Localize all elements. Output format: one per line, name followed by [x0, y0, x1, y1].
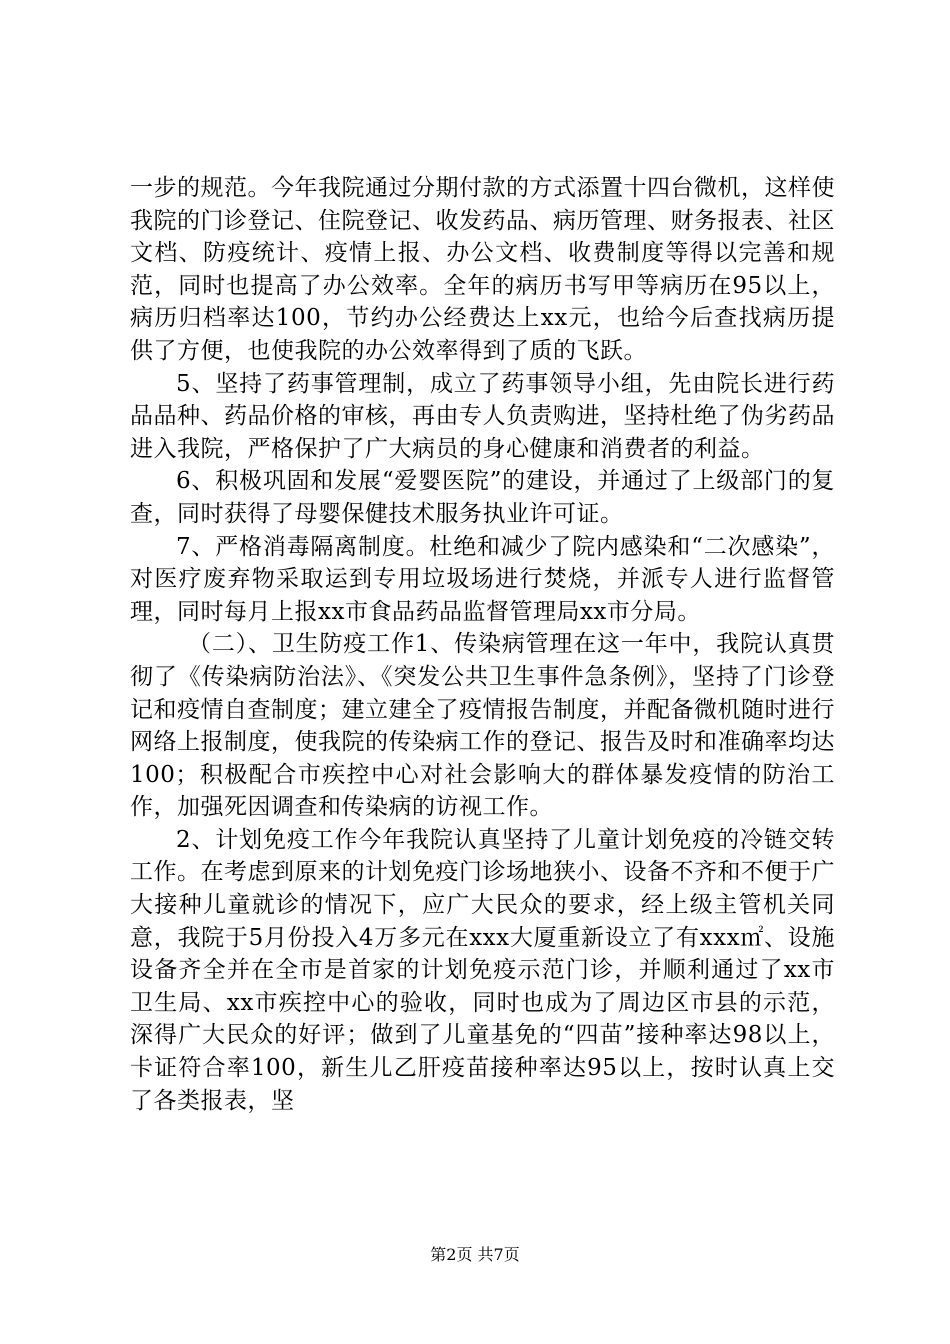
- paragraph-section-2: （二）、卫生防疫工作1、传染病管理在这一年中，我院认真贯彻了《传染病防治法》、《突发公共卫生事件急条例》，坚持了门诊登记和疫情自查制度；建立建全了疫情报告制度，并配备微机随时进行网络上报制度，使我院的传染病工作的登记、报告及时和准确率均达100；积极配合市疾控中心对社会影响大的群体暴发疫情的防治工作，加强死因调查和传染病的访视工作。: [130, 631, 835, 821]
- paragraph-item-6: 6、积极巩固和发展“爱婴医院”的建设，并通过了上级部门的复查，同时获得了母婴保健技术服务执业许可证。: [130, 468, 835, 527]
- paragraph-immunization: 2、计划免疫工作今年我院认真坚持了儿童计划免疫的冷链交转工作。在考虑到原来的计划免疫门诊场地狭小、设备不齐和不便于广大接种儿童就诊的情况下，应广大民众的要求，经上级主管机关同意，我院于5月份投入4万多元在xxx大厦重新设立了有xxx㎡、设施设备齐全并在全市是首家的计划免疫示范门诊，并顺利通过了xx市卫生局、xx市疾控中心的验收，同时也成为了周边区市县的示范，深得广大民众的好评；做到了儿童基免的“四苗”接种率达98以上，卡证符合率100，新生儿乙肝疫苗接种率达95以上，按时认真上交了各类报表，坚: [130, 826, 835, 1114]
- page-footer: 第2页 共7页: [430, 1245, 520, 1264]
- document-body: [130, 172, 835, 1117]
- paragraph-item-5: 5、坚持了药事管理制，成立了药事领导小组，先由院长进行药品品种、药品价格的审核，再由专人负责购进，坚持杜绝了伪劣药品进入我院，严格保护了广大病员的身心健康和消费者的利益。: [130, 370, 835, 462]
- paragraph-item-7: 7、严格消毒隔离制度。杜绝和减少了院内感染和“二次感染”，对医疗废弃物采取运到专用垃圾场进行焚烧，并派专人进行监督管理，同时每月上报xx市食品药品监督管理局xx市分局。: [130, 533, 835, 625]
- paragraph-continuation: 一步的规范。今年我院通过分期付款的方式添置十四台微机，这样使我院的门诊登记、住院登记、收发药品、病历管理、财务报表、社区文档、防疫统计、疫情上报、办公文档、收费制度等得以完善和规范，同时也提高了办公效率。全年的病历书写甲等病历在95以上，病历归档率达100，节约办公经费达上xx元，也给今后查找病历提供了方便，也使我院的办公效率得到了质的飞跃。: [130, 175, 835, 364]
